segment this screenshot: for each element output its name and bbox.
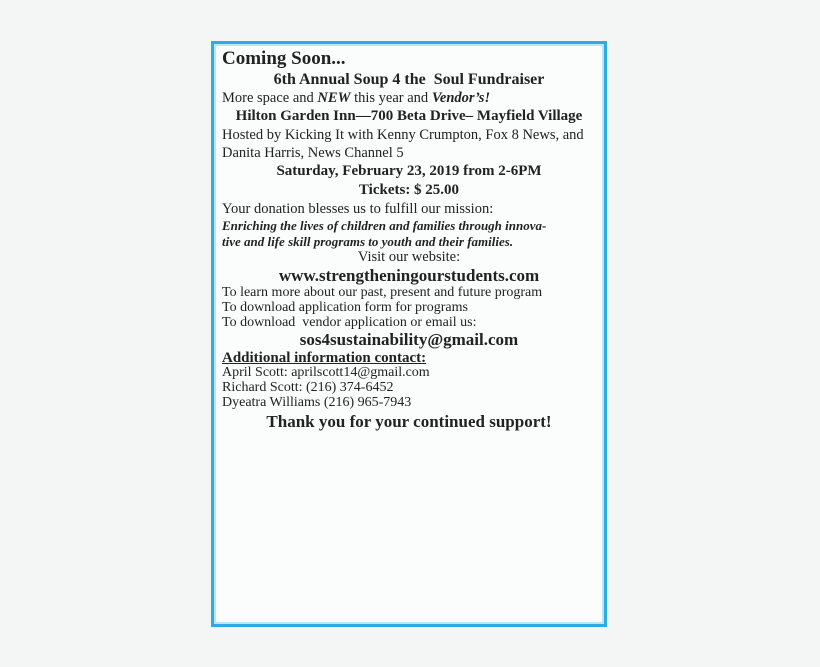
info-line-3: To download vendor application or email us: xyxy=(222,314,477,330)
ticket-price: Tickets: $ 25.00 xyxy=(358,182,460,198)
website-url[interactable]: www.strengtheningourstudents.com xyxy=(278,266,540,285)
contact-line-1: April Scott: aprilscott14@gmail.com xyxy=(222,365,430,381)
info-line-1: To learn more about our past, present and future program xyxy=(222,285,543,300)
venue-line: Hilton Garden Inn—700 Beta Drive– Mayfield Village xyxy=(235,108,583,124)
closing-line: Thank you for your continued support! xyxy=(266,411,552,431)
mission-statement xyxy=(222,218,596,249)
hosted-line-1: Hosted by Kicking It with Kenny Crumpton, Fox 8 News, and xyxy=(222,127,584,143)
hosted-line-2: Danita Harris, News Channel 5 xyxy=(222,145,404,161)
promo-prefix: More space and xyxy=(222,90,318,106)
mission-line-2: tive and life skill programs to youth and their families. xyxy=(222,233,514,249)
promo-line xyxy=(222,89,596,107)
info-block xyxy=(222,286,596,330)
info-line-2: To download application form for programs xyxy=(222,299,468,315)
flyer-card xyxy=(211,41,607,627)
contact-list xyxy=(222,366,596,410)
contact-heading: Additional information contact: xyxy=(222,350,427,367)
promo-new: NEW xyxy=(317,90,351,106)
event-heading: 6th Annual Soup 4 the Soul Fundraiser xyxy=(273,71,545,88)
contact-line-3: Dyeatra Williams (216) 965-7943 xyxy=(222,394,412,410)
promo-middle: this year and xyxy=(350,90,432,106)
donation-line: Your donation blesses us to fulfill our mission: xyxy=(222,201,494,217)
promo-vendors: Vendor’s! xyxy=(431,90,491,106)
event-date-time: Saturday, February 23, 2019 from 2-6PM xyxy=(276,163,542,179)
contact-line-2: Richard Scott: (216) 374-6452 xyxy=(222,380,394,396)
mission-line-1: Enriching the lives of children and families through innova- xyxy=(222,218,547,233)
contact-email[interactable]: sos4sustainability@gmail.com xyxy=(299,330,519,350)
flyer-title: Coming Soon... xyxy=(222,48,346,69)
website-label: Visit our website: xyxy=(357,249,461,265)
